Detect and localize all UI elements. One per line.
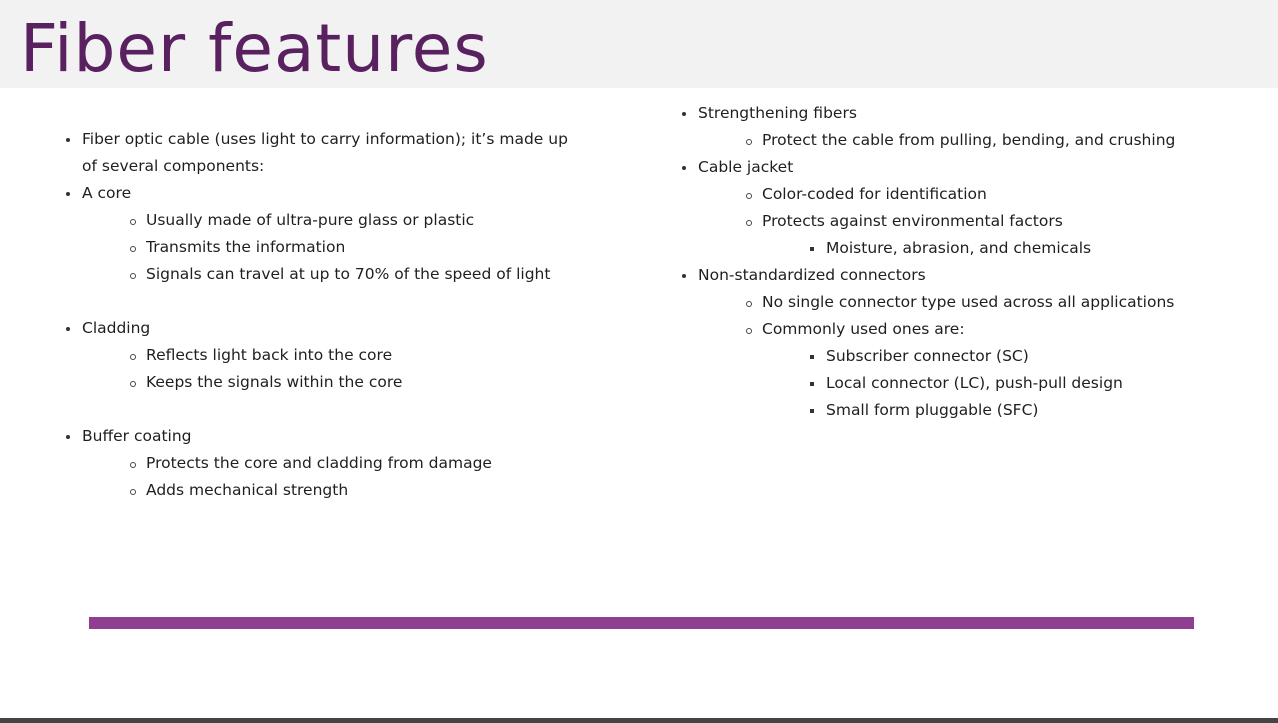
bullet-circle-icon [130,246,136,252]
bullet-text-level-1: Strengthening fibers [698,104,857,122]
page-title: Fiber features [20,10,489,87]
bullet-disc-icon [682,166,686,170]
bullet-text-level-1: Non-standardized connectors [698,266,926,284]
bullet-text-level-2: Signals can travel at up to 70% of the speed of light [146,265,551,283]
bullet-disc-icon [66,435,70,439]
bullet-text-level-1: A core [82,184,132,202]
bullet-text-level-1: Fiber optic cable (uses light to carry information); it’s made up [82,130,568,148]
bullet-text-level-2: Commonly used ones are: [762,320,965,338]
bullet-text-level-3: Subscriber connector (SC) [826,347,1029,365]
bullet-text-level-1: Cladding [82,319,151,337]
bullet-circle-icon [746,328,752,334]
bullet-text-level-3: Local connector (LC), push-pull design [826,374,1123,392]
bullet-circle-icon [746,139,752,145]
bullet-circle-icon [130,462,136,468]
bullet-circle-icon [130,489,136,495]
accent-bar [89,617,1194,629]
bullet-text-level-2: Transmits the information [146,238,346,256]
bullet-text-level-3: Small form pluggable (SFC) [826,401,1039,419]
bullet-circle-icon [130,219,136,225]
bullet-circle-icon [746,301,752,307]
bullet-circle-icon [746,220,752,226]
bullet-text-level-0: of several components: [82,157,265,175]
bullet-text-level-2: Color-coded for identification [762,185,987,203]
bullet-text-level-1: Cable jacket [698,158,794,176]
bullet-square-icon [810,409,814,413]
bullet-circle-icon [746,193,752,199]
bullet-circle-icon [130,354,136,360]
bullet-disc-icon [66,327,70,331]
window-bottom-edge [0,718,1278,723]
bullet-text-level-2: No single connector type used across all applications [762,293,1175,311]
bullet-text-level-2: Protects against environmental factors [762,212,1063,230]
bullet-circle-icon [130,381,136,387]
bullet-text-level-3: Moisture, abrasion, and chemicals [826,239,1092,257]
bullet-text-level-2: Keeps the signals within the core [146,373,403,391]
bullet-text-level-2: Protect the cable from pulling, bending, and crushing [762,131,1176,149]
bullet-disc-icon [682,274,686,278]
bullet-text-level-2: Usually made of ultra-pure glass or plastic [146,211,475,229]
bullet-circle-icon [130,273,136,279]
bullet-text-level-2: Adds mechanical strength [146,481,349,499]
bullet-text-level-1: Buffer coating [82,427,192,445]
bullet-text-level-2: Reflects light back into the core [146,346,393,364]
bullet-square-icon [810,247,814,251]
bullet-square-icon [810,355,814,359]
bullet-disc-icon [66,192,70,196]
bullet-disc-icon [66,138,70,142]
bullet-text-level-2: Protects the core and cladding from damage [146,454,492,472]
bullet-disc-icon [682,112,686,116]
bullet-square-icon [810,382,814,386]
